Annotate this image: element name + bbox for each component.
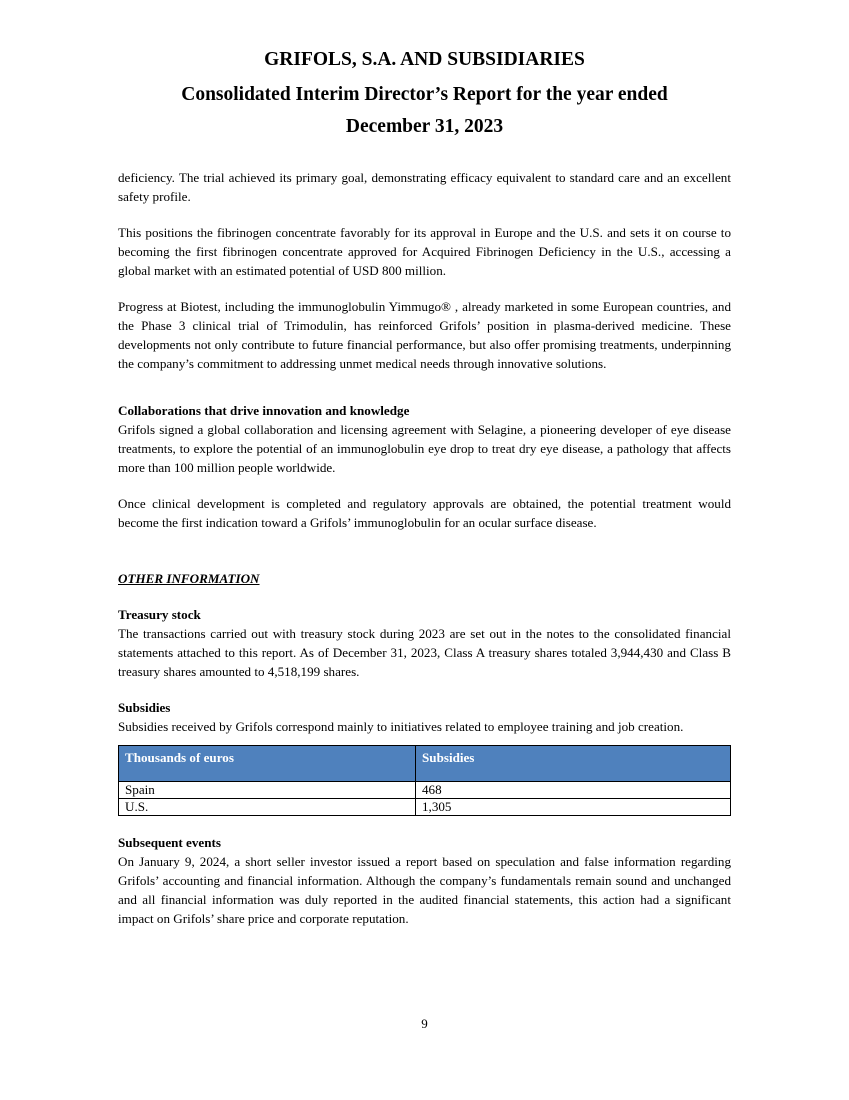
company-title: GRIFOLS, S.A. AND SUBSIDIARIES [264,49,585,70]
column-header-thousands-of-euros: Thousands of euros [119,746,416,782]
paragraph-selagine: Grifols signed a global collaboration and licensing agreement with Selagine, a pioneering developer of eye disease treatments, to explore the potential of an immunoglobulin eye drop to treat dry eye disease, a pathology that affects more than 100 million people worldwide. [118,422,731,475]
table-cell-amount: 1,305 [416,799,731,816]
table-row [119,799,731,816]
subsidies-table [118,745,731,816]
table-cell-country: U.S. [119,799,416,816]
report-date: December 31, 2023 [345,116,504,137]
subsequent-events-heading: Subsequent events [118,835,221,850]
paragraph-clinical-development: Once clinical development is completed and regulatory approvals are obtained, the potential treatment would become the first indication toward a Grifols’ immunoglobulin for an ocular surface disease. [118,496,731,530]
column-header-subsidies: Subsidies [416,746,731,782]
page-number: 9 [421,1016,428,1031]
table-cell-country: Spain [119,782,416,799]
treasury-stock-heading: Treasury stock [118,607,201,622]
paragraph-trial-result: deficiency. The trial achieved its primary goal, demonstrating efficacy equivalent to standard care and an excellent safety profile. [118,170,731,204]
collaborations-heading: Collaborations that drive innovation and knowledge [118,403,410,418]
document-body [118,168,731,928]
table-row [119,782,731,799]
paragraph-fibrinogen: This positions the fibrinogen concentrate favorably for its approval in Europe and the U.S. and sets it on course to becoming the first fibrinogen concentrate approved for Acquired Fibrinogen Deficiency in the U.S., accessing a global market with an estimated potential of USD 800 million. [118,225,731,278]
subsidies-heading: Subsidies [118,700,171,715]
paragraph-subsidies: Subsidies received by Grifols correspond mainly to initiatives related to employee training and job creation. [118,719,684,734]
paragraph-biotest: Progress at Biotest, including the immunoglobulin Yimmugo® , already marketed in some European countries, and the Phase 3 clinical trial of Trimodulin, has reinforced Grifols’ position in plasma-derived medicine. These developments not only contribute to future financial performance, but also offer promising treatments, underpinning the company’s commitment to addressing unmet medical needs through innovative solutions. [118,299,731,371]
table-cell-amount: 468 [416,782,731,799]
table-header-row [119,746,731,782]
report-title: Consolidated Interim Director’s Report for the year ended [181,84,668,105]
paragraph-subsequent-events: On January 9, 2024, a short seller investor issued a report based on speculation and false information regarding Grifols’ accounting and financial information. Although the company’s fundamentals remain sound and unchanged and all financial information was duly reported in the audited financial statements, this action had a significant impact on Grifols’ share price and corporate reputation. [118,854,731,926]
other-information-heading: OTHER INFORMATION [118,571,260,586]
paragraph-treasury-stock: The transactions carried out with treasury stock during 2023 are set out in the notes to the consolidated financial statements attached to this report. As of December 31, 2023, Class A treasury shares totaled 3,944,430 and Class B treasury shares amounted to 4,518,199 shares. [118,626,731,679]
